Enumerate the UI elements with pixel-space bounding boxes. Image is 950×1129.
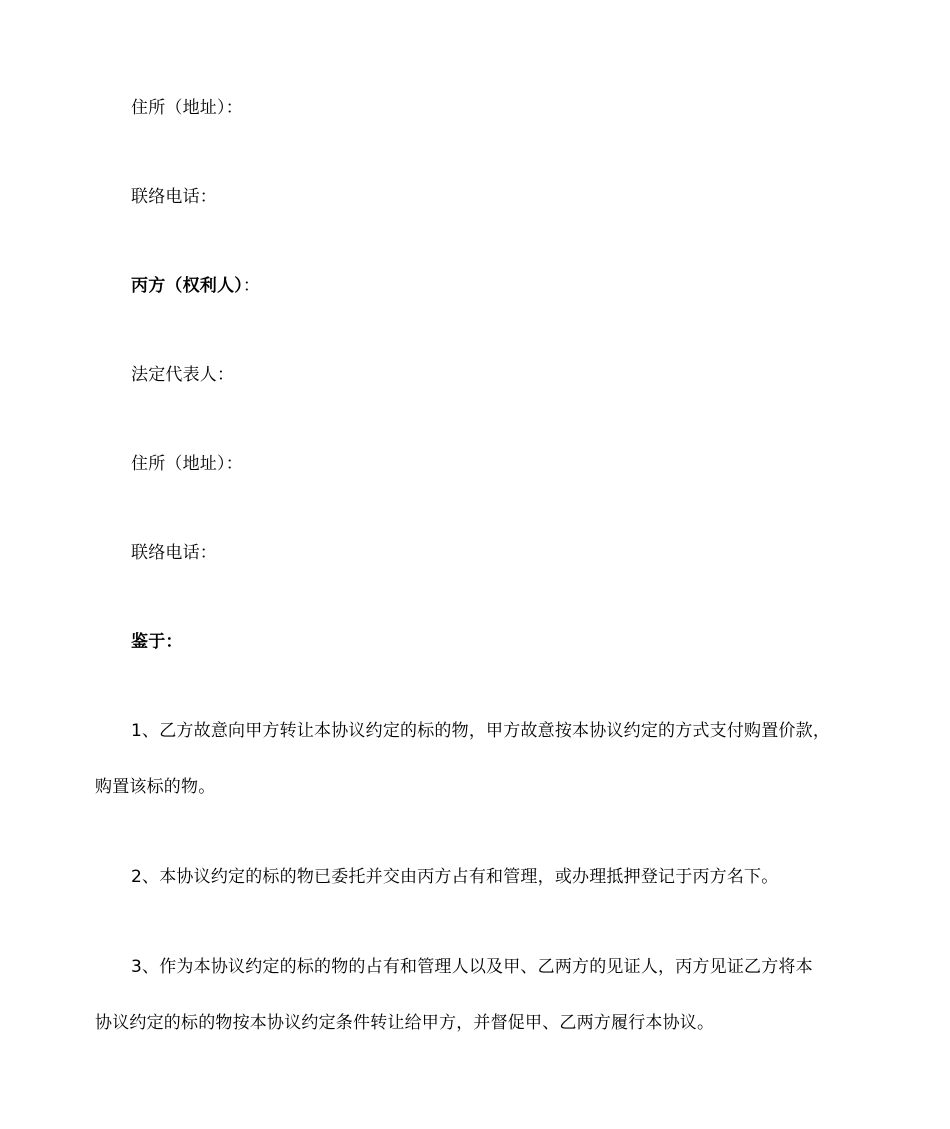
party-c-title — [131, 274, 260, 298]
whereas-clause-3-line-1: 3、作为本协议约定的标的物的占有和管理人以及甲、乙两方的见证人，丙方见证乙方将本 — [131, 957, 813, 977]
party-c-address-label: 住所（地址）： — [131, 454, 243, 474]
party-c-title-text: 丙方（权利人） — [131, 276, 243, 296]
whereas-clause-1-line-2: 购置该标的物。 — [95, 777, 216, 797]
whereas-heading: 鉴于： — [131, 632, 183, 652]
party-b-address-label: 住所（地址）： — [131, 98, 243, 118]
whereas-clause-2-line-1: 2、本协议约定的标的物已委托并交由丙方占有和管理，或办理抵押登记于丙方名下。 — [131, 867, 779, 887]
party-c-title-colon: ： — [242, 276, 261, 296]
party-c-phone-label: 联络电话： — [131, 543, 217, 563]
whereas-clause-3-line-2: 协议约定的标的物按本协议约定条件转让给甲方，并督促甲、乙两方履行本协议。 — [95, 1013, 715, 1033]
party-b-phone-label: 联络电话： — [131, 187, 217, 207]
party-c-legal-rep-label: 法定代表人： — [131, 365, 235, 385]
whereas-clause-1-line-1: 1、乙方故意向甲方转让本协议约定的标的物，甲方故意按本协议约定的方式支付购置价款， — [131, 721, 831, 741]
